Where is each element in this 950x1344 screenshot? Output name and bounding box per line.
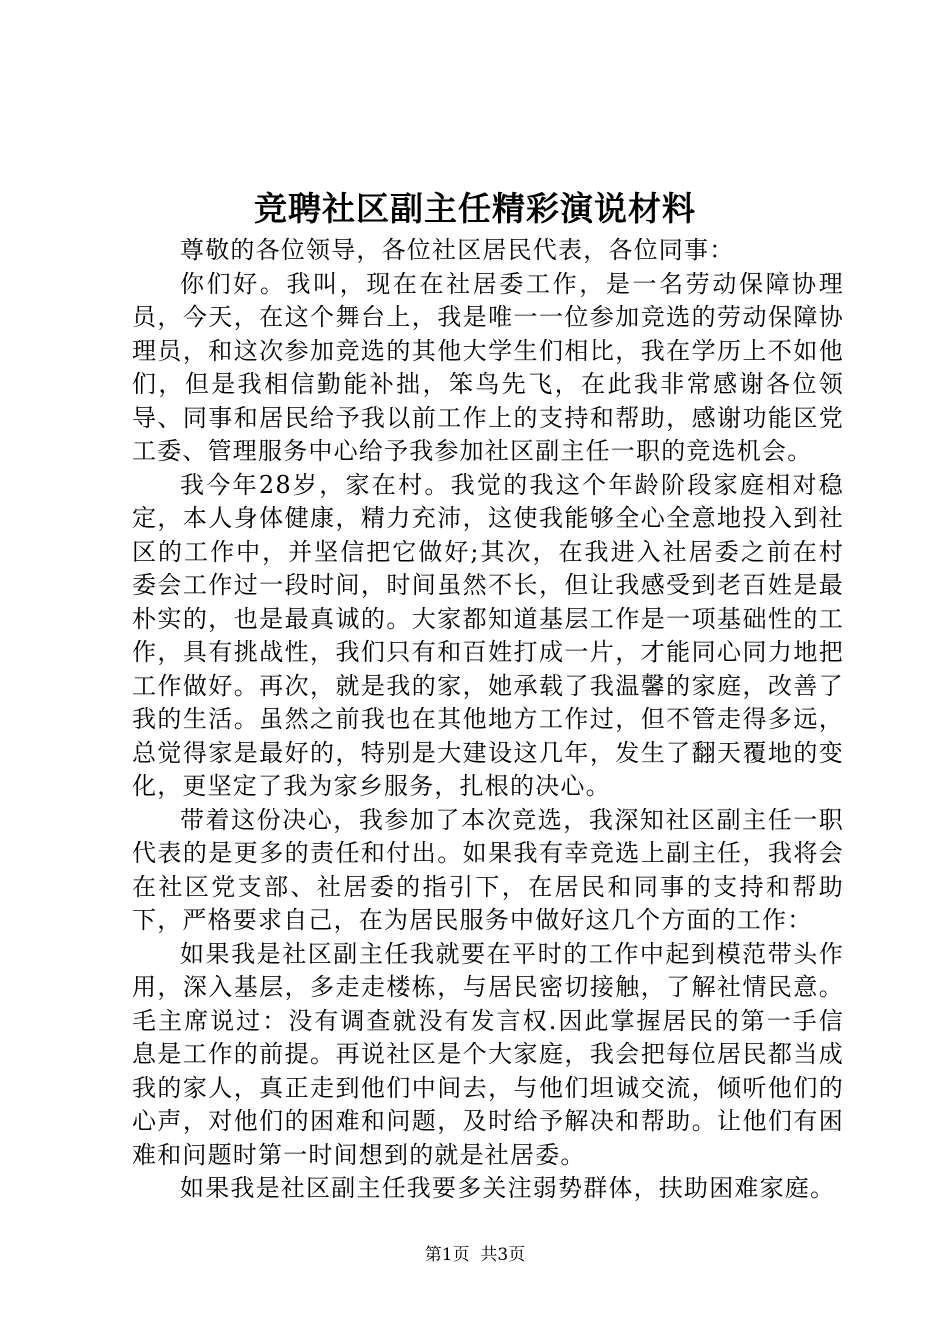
paragraph-commitment: 带着这份决心，我参加了本次竞选，我深知社区副主任一职代表的是更多的责任和付出。如果我有幸竞选上副主任，我将会在社区党支部、社居委的指引下，在居民和同事的支持和帮助下，严格要求自己，在为居民服务中做好这几个方面的工作： (132, 805, 844, 934)
page-number: 第1页 (424, 1245, 470, 1265)
paragraph-background: 我今年28岁，家在村。我觉的我这个年龄阶段家庭相对稳定，本人身体健康，精力充沛，这使我能够全心全意地投入到社区的工作中，并坚信把它做好;其次，在我进入社居委之前在村委会工作过一段时间，时间虽然不长，但让我感受到老百姓是最朴实的，也是最真诚的。大家都知道基层工作是一项基础性的工作，具有挑战性，我们只有和百姓打成一片，才能同心同力地把工作做好。再次，就是我的家，她承载了我温馨的家庭，改善了我的生活。虽然之前我也在其他地方工作过，但不管走得多远，总觉得家是最好的，特别是大建设这几年，发生了翻天覆地的变化，更坚定了我为家乡服务，扎根的决心。 (132, 470, 844, 800)
paragraph-plan-one: 如果我是社区副主任我就要在平时的工作中起到模范带头作用，深入基层，多走走楼栋，与居民密切接触，了解社情民意。毛主席说过：没有调查就没有发言权.因此掌握居民的第一手信息是工作的前提。再说社区是个大家庭，我会把每位居民都当成我的家人，真正走到他们中间去，与他们坦诚交流，倾听他们的心声，对他们的困难和问题，及时给予解决和帮助。让他们有困难和问题时第一时间想到的就是社居委。 (132, 939, 844, 1169)
document-title: 竞聘社区副主任精彩演说材料 (254, 189, 696, 228)
paragraph-salutation: 尊敬的各位领导，各位社区居民代表，各位同事： (180, 236, 735, 264)
paragraph-plan-two: 如果我是社区副主任我要多关注弱势群体，扶助困难家庭。 (180, 1174, 836, 1202)
page-footer (0, 1244, 950, 1266)
document-body (132, 234, 844, 1206)
page-total: 共3页 (480, 1245, 526, 1265)
paragraph-introduction: 你们好。我叫，现在在社居委工作，是一名劳动保障协理员，今天，在这个舞台上，我是唯一一位参加竞选的劳动保障协理员，和这次参加竞选的其他大学生们相比，我在学历上不如他们，但是我相信勤能补拙，笨鸟先飞，在此我非常感谢各位领导、同事和居民给予我以前工作上的支持和帮助，感谢功能区党工委、管理服务中心给予我参加社区副主任一职的竞选机会。 (132, 269, 844, 465)
